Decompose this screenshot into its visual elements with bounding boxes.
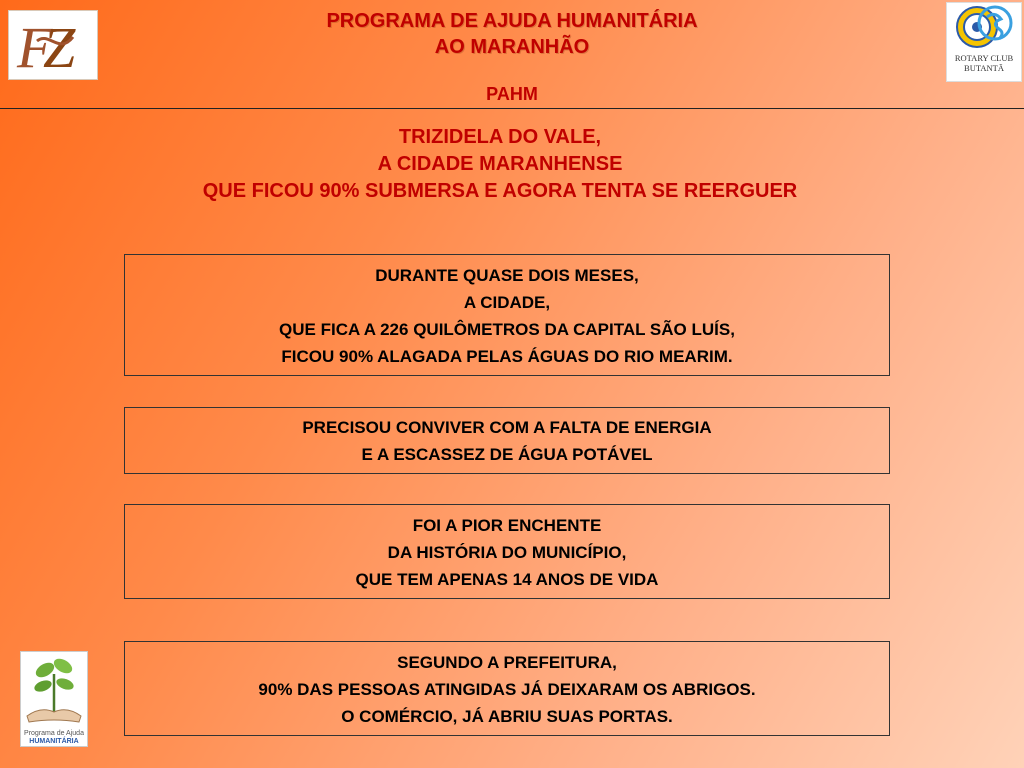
page-title xyxy=(0,8,1024,60)
box-line: PRECISOU CONVIVER COM A FALTA DE ENERGIA xyxy=(302,418,712,437)
program-acronym: PAHM xyxy=(486,84,538,104)
box-line: FICOU 90% ALAGADA PELAS ÁGUAS DO RIO MEARIM. xyxy=(281,347,733,366)
rotary-wheel-icon xyxy=(947,3,1021,53)
info-box-4 xyxy=(124,641,890,736)
bottom-logo-label: Programa de Ajuda xyxy=(24,730,84,737)
box-line: E A ESCASSEZ DE ÁGUA POTÁVEL xyxy=(361,445,653,464)
rotary-club-label: ROTARY CLUB xyxy=(954,53,1014,63)
header-divider xyxy=(0,108,1024,109)
subtitle-line-3: QUE FICOU 90% SUBMERSA E AGORA TENTA SE REERGUER xyxy=(202,180,798,202)
info-box-2 xyxy=(124,407,890,474)
box-line: QUE TEM APENAS 14 ANOS DE VIDA xyxy=(355,570,659,589)
box-line: QUE FICA A 226 QUILÔMETROS DA CAPITAL SÃO LUÍS, xyxy=(279,320,735,339)
info-box-3 xyxy=(124,504,890,599)
box-line: FOI A PIOR ENCHENTE xyxy=(412,516,602,535)
box-line: A CIDADE, xyxy=(463,293,551,312)
box-line: 90% DAS PESSOAS ATINGIDAS JÁ DEIXARAM OS ABRIGOS. xyxy=(258,680,756,699)
box-line: SEGUNDO A PREFEITURA, xyxy=(397,653,617,672)
title-line-2: AO MARANHÃO xyxy=(434,36,590,58)
bottom-logo-name: HUMANITÁRIA xyxy=(29,738,79,745)
rotary-club-name: BUTANTÃ xyxy=(964,63,1004,73)
svg-text:Z: Z xyxy=(43,15,76,79)
box-line: O COMÉRCIO, JÁ ABRIU SUAS PORTAS. xyxy=(341,707,673,726)
plant-hands-icon xyxy=(21,652,87,730)
rotary-club-logo xyxy=(946,2,1022,82)
programa-ajuda-humanitaria-logo xyxy=(20,651,88,747)
subtitle-line-2: A CIDADE MARANHENSE xyxy=(377,153,623,175)
svg-text:F: F xyxy=(17,15,53,79)
subtitle xyxy=(0,124,1000,205)
info-box-1 xyxy=(124,254,890,376)
box-line: DA HISTÓRIA DO MUNICÍPIO, xyxy=(387,543,627,562)
subtitle-line-1: TRIZIDELA DO VALE, xyxy=(398,126,602,148)
title-line-1: PROGRAMA DE AJUDA HUMANITÁRIA xyxy=(326,10,698,32)
box-line: DURANTE QUASE DOIS MESES, xyxy=(375,266,639,285)
